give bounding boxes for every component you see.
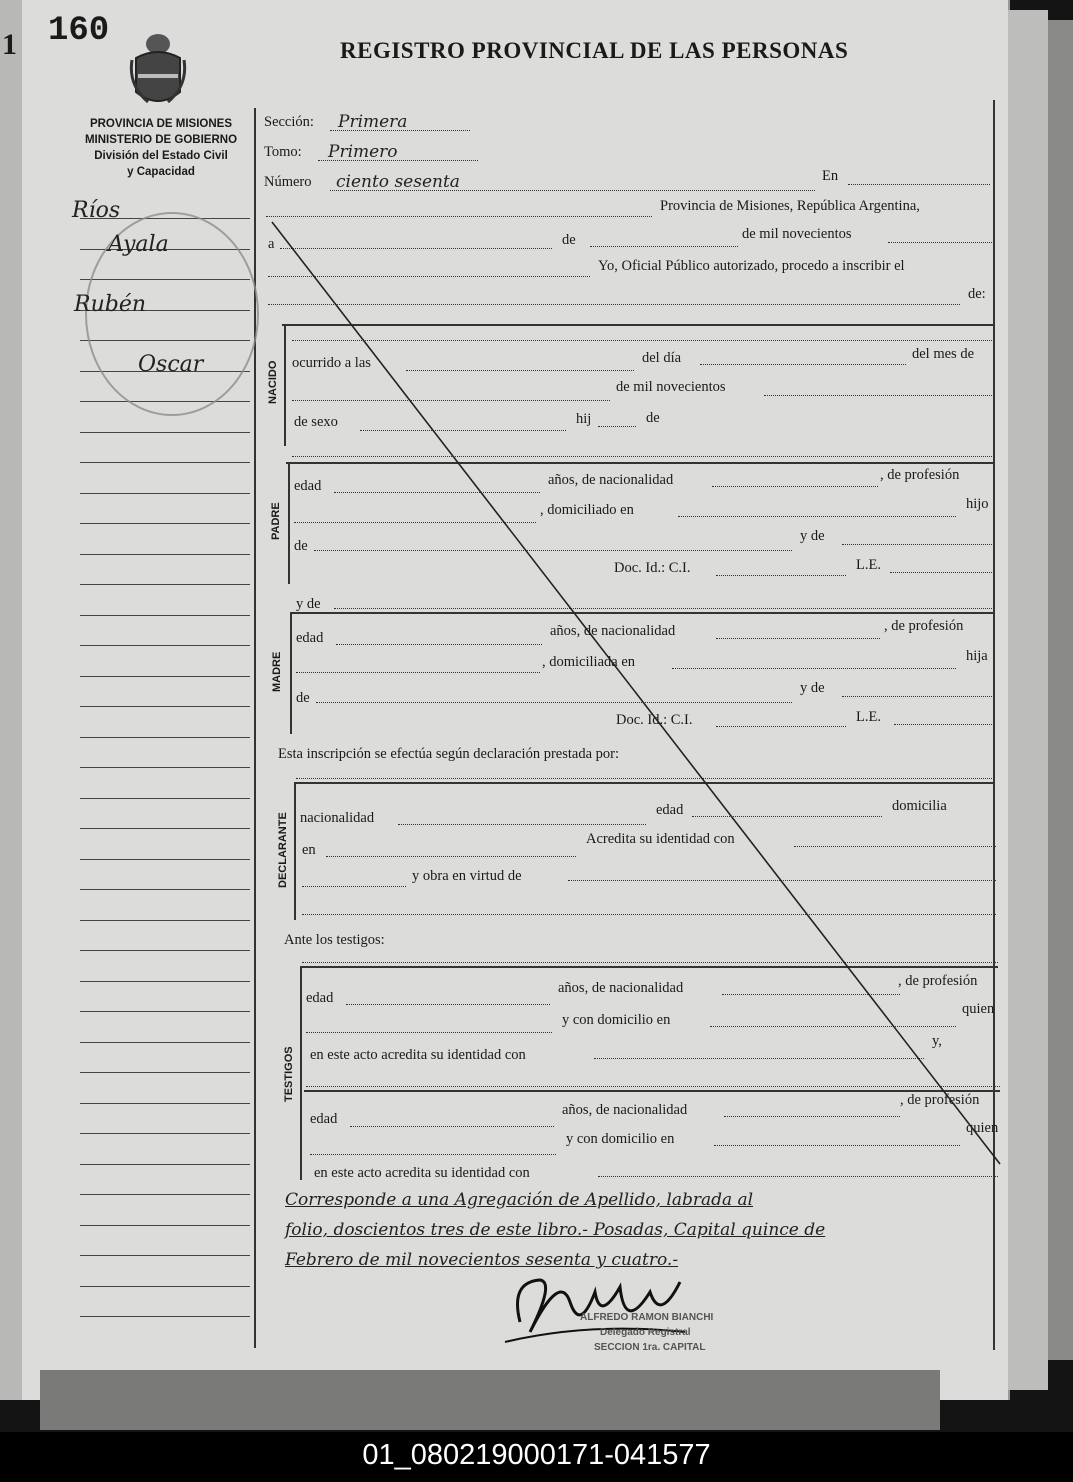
padre-hijo-label: hijo xyxy=(966,496,989,512)
padre-doc-label: Doc. Id.: C.I. xyxy=(614,560,691,576)
tomo-value: Primero xyxy=(328,142,398,162)
de-label: de xyxy=(562,232,576,248)
official-signature xyxy=(500,1262,690,1352)
folio-number: 160 xyxy=(48,12,110,50)
marginal-note-line-1: Corresponde a una Agregación de Apellido, labrada al xyxy=(285,1190,754,1210)
declaracion-text: Esta inscripción se efectúa según declaración prestada por: xyxy=(278,746,620,762)
margin-name-2: Ayala xyxy=(108,232,169,257)
declarante-acredita-label: Acredita su identidad con xyxy=(586,831,735,847)
madre-hija-label: hija xyxy=(966,648,988,664)
tomo-label: Tomo: xyxy=(264,144,302,160)
declarante-section-label: DECLARANTE xyxy=(277,812,289,888)
padre-de-label: de xyxy=(294,538,308,554)
org-line-4: y Capacidad xyxy=(127,166,195,178)
madre-edad-label: edad xyxy=(296,630,324,646)
madre-section-label: MADRE xyxy=(271,651,283,692)
a-label: a xyxy=(268,236,275,252)
numero-label: Número xyxy=(264,174,312,190)
ante-testigos-text: Ante los testigos: xyxy=(284,932,385,948)
margin-name-4: Oscar xyxy=(138,352,204,377)
padre-edad-label: edad xyxy=(294,478,322,494)
signatory-name: ALFREDO RAMON BIANCHI xyxy=(580,1312,714,1323)
seccion-value: Primera xyxy=(338,112,408,132)
madre-yde-top-label: y de xyxy=(296,596,321,612)
padre-anos-label: años, de nacionalidad xyxy=(548,472,674,488)
provincia-text: Provincia de Misiones, República Argentina, xyxy=(660,198,920,214)
mil-novecientos-label: de mil novecientos xyxy=(616,379,726,395)
padre-yde-label: y de xyxy=(800,528,825,544)
madre-anos-label: años, de nacionalidad xyxy=(550,623,676,639)
testigo1-profesion-label: , de profesión xyxy=(898,973,978,989)
numero-value: ciento sesenta xyxy=(336,172,460,192)
org-line-3: División del Estado Civil xyxy=(94,150,228,162)
mil-label: de mil novecientos xyxy=(742,226,852,242)
declarante-edad-label: edad xyxy=(656,802,684,818)
testigo1-quien-label: quien xyxy=(962,1001,995,1017)
org-line-2: MINISTERIO DE GOBIERNO xyxy=(84,134,238,146)
image-caption: 01_080219000171-041577 xyxy=(0,1432,1073,1482)
testigo2-acredita-label: en este acto acredita su identidad con xyxy=(314,1165,530,1181)
testigo2-anos-label: años, de nacionalidad xyxy=(562,1102,688,1118)
declarante-obra-label: y obra en virtud de xyxy=(412,868,522,884)
testigo2-domicilio-label: y con domicilio en xyxy=(566,1131,675,1147)
hij-label: hij xyxy=(576,411,592,427)
signatory-office: SECCION 1ra. CAPITAL xyxy=(594,1342,706,1353)
del-mes-label: del mes de xyxy=(912,346,975,362)
padre-section-label: PADRE xyxy=(270,502,282,540)
left-folio-number: 1 xyxy=(2,28,17,61)
padre-profesion-label: , de profesión xyxy=(880,467,960,483)
en-label: En xyxy=(822,168,839,184)
madre-doc-label: Doc. Id.: C.I. xyxy=(616,712,693,728)
margin-name-1: Ríos xyxy=(72,198,121,223)
declarante-en-label: en xyxy=(302,842,316,858)
nacido-section-label: NACIDO xyxy=(267,360,279,404)
madre-de-label: de xyxy=(296,690,310,706)
declarante-nacionalidad-label: nacionalidad xyxy=(300,810,375,826)
madre-domiciliada-label: , domiciliada en xyxy=(542,654,636,670)
madre-yde-label: y de xyxy=(800,680,825,696)
declarante-domicilia-label: domicilia xyxy=(892,798,947,814)
madre-profesion-label: , de profesión xyxy=(884,618,964,634)
testigos-section-label: TESTIGOS xyxy=(283,1046,295,1102)
sexo-label: de sexo xyxy=(294,414,338,430)
marginal-note-line-2: folio, doscientos tres de este libro.- Posadas, Capital quince de xyxy=(285,1220,826,1240)
testigo1-edad-label: edad xyxy=(306,990,334,1006)
seccion-label: Sección: xyxy=(264,114,314,130)
signatory-role: Delegado Registral xyxy=(600,1327,691,1338)
de-colon-label: de: xyxy=(968,286,986,302)
testigo1-anos-label: años, de nacionalidad xyxy=(558,980,684,996)
yo-text: Yo, Oficial Público autorizado, procedo a inscribir el xyxy=(598,258,905,274)
madre-le-label: L.E. xyxy=(856,709,881,725)
testigo1-domicilio-label: y con domicilio en xyxy=(562,1012,671,1028)
testigo1-acredita-label: en este acto acredita su identidad con xyxy=(310,1047,526,1063)
nacido-de-label: de xyxy=(646,410,660,426)
marginal-note-line-3: Febrero de mil novecientos sesenta y cuatro.- xyxy=(285,1250,679,1270)
margin-name-3: Rubén xyxy=(74,292,147,317)
ocurrido-label: ocurrido a las xyxy=(292,355,371,371)
testigo1-y-label: y, xyxy=(932,1033,942,1049)
testigo2-quien-label: quien xyxy=(966,1120,999,1136)
del-dia-label: del día xyxy=(642,350,682,366)
testigo2-profesion-label: , de profesión xyxy=(900,1092,980,1108)
testigo2-edad-label: edad xyxy=(310,1111,338,1127)
org-line-1: PROVINCIA DE MISIONES xyxy=(89,118,233,130)
padre-domiciliado-label: , domiciliado en xyxy=(540,502,634,518)
page-title: REGISTRO PROVINCIAL DE LAS PERSONAS xyxy=(340,38,849,63)
padre-le-label: L.E. xyxy=(856,557,881,573)
